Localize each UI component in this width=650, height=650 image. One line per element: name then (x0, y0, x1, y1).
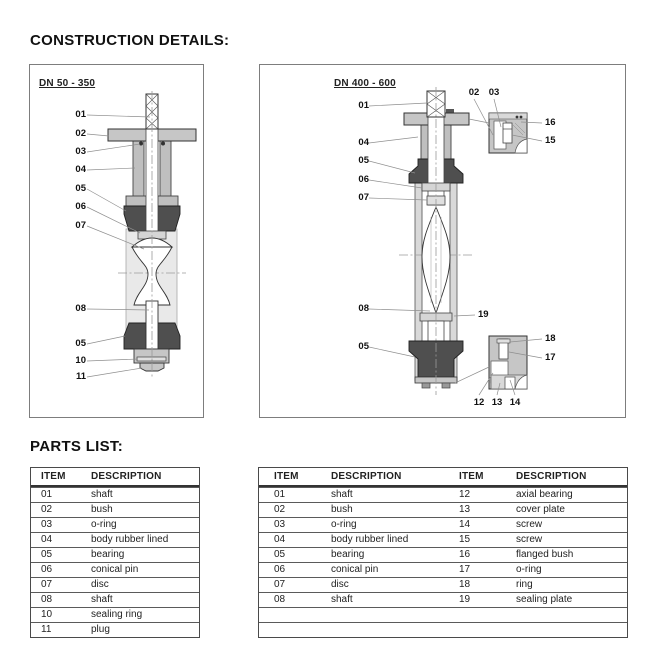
table-row (259, 547, 627, 562)
table-body (31, 487, 199, 637)
item-cell: 04 (274, 534, 286, 545)
table-row (31, 517, 199, 532)
item-cell-2 (444, 623, 516, 637)
description-cell: shaft (331, 594, 353, 605)
callout-15: 15 (545, 135, 556, 146)
table-row (31, 622, 199, 637)
o-ring-right (161, 142, 165, 146)
callout-01: 01 (75, 109, 86, 120)
item-cell: 08 (41, 594, 53, 605)
sealing-ring (137, 357, 166, 361)
item-cell: 07 (41, 579, 53, 590)
description-cell-2 (516, 623, 629, 637)
callout-08: 08 (75, 303, 86, 314)
item-cell: 01 (41, 489, 53, 500)
item-cell: 01 (274, 489, 286, 500)
item-cell: 03 (274, 519, 286, 530)
table-row (31, 592, 199, 607)
table-row (31, 607, 199, 622)
drawing-box-dn400-600 (259, 64, 626, 418)
item-header-2: ITEM (459, 471, 484, 482)
valve-drawing-dn400-600 (260, 65, 625, 417)
item-cell-2: 14 (459, 519, 471, 530)
table-row (31, 532, 199, 547)
callout-03: 03 (488, 87, 500, 98)
item-cell-2: 19 (459, 594, 471, 605)
table-header-row (31, 468, 199, 487)
description-cell: sealing ring (91, 609, 143, 620)
description-cell: bush (331, 504, 353, 515)
table-row (259, 487, 627, 502)
callout-14: 14 (509, 397, 521, 408)
callout-03: 03 (75, 146, 86, 157)
callout-18: 18 (545, 333, 556, 344)
description-cell (331, 623, 444, 637)
item-cell (259, 623, 331, 637)
description-header: DESCRIPTION (91, 471, 162, 482)
item-cell: 03 (41, 519, 53, 530)
detail-inset-lower (489, 336, 527, 389)
description-cell: plug (91, 624, 110, 635)
table-row (259, 517, 627, 532)
item-cell: 05 (41, 549, 53, 560)
description-cell: conical pin (331, 564, 379, 575)
callout-06: 06 (358, 174, 369, 185)
description-header: DESCRIPTION (331, 471, 402, 482)
table-row (31, 502, 199, 517)
item-cell-2: 12 (459, 489, 471, 500)
item-cell-2: 18 (459, 579, 471, 590)
item-cell-2: 15 (459, 534, 471, 545)
callout-04: 04 (358, 137, 369, 148)
description-cell: shaft (91, 489, 113, 500)
item-cell: 11 (41, 624, 52, 635)
item-cell: 10 (41, 609, 53, 620)
parts-list-title: PARTS LIST: (30, 438, 124, 455)
callout-05: 05 (358, 155, 369, 166)
detail-inset-upper (489, 113, 527, 153)
description-cell-2 (516, 608, 629, 622)
description-cell: body rubber lined (91, 534, 169, 545)
callout-01: 01 (358, 100, 369, 111)
callout-10: 10 (75, 355, 86, 366)
table-row (259, 622, 627, 637)
item-cell-2: 17 (459, 564, 471, 575)
item-cell (259, 608, 331, 622)
item-cell: 06 (274, 564, 286, 575)
screw-14 (505, 377, 515, 389)
valve-drawing-dn50-350 (30, 65, 203, 417)
callout-05b: 05 (358, 341, 369, 352)
bottom-cap-section (134, 349, 169, 371)
table-row (259, 562, 627, 577)
shaft-bottom (146, 301, 158, 349)
callout-05: 05 (75, 183, 86, 194)
drawing-box-dn50-350 (29, 64, 204, 418)
table-header-row (259, 468, 627, 487)
item-cell: 05 (274, 549, 286, 560)
table-row (31, 577, 199, 592)
callout-06: 06 (75, 201, 86, 212)
item-cell-2: 13 (459, 504, 471, 515)
description-cell: body rubber lined (331, 534, 409, 545)
parts-table-dn50-350 (30, 467, 200, 638)
table-body (259, 487, 627, 637)
description-cell: bush (91, 504, 113, 515)
callout-04: 04 (75, 164, 86, 175)
item-cell: 06 (41, 564, 53, 575)
item-cell: 04 (41, 534, 53, 545)
description-cell: conical pin (91, 564, 139, 575)
description-cell: bearing (91, 549, 125, 560)
parts-table-dn400-600 (258, 467, 628, 638)
description-cell: shaft (331, 489, 353, 500)
description-cell: o-ring (91, 519, 117, 530)
description-cell-2: sealing plate (516, 594, 573, 605)
table-row (259, 502, 627, 517)
description-header-2: DESCRIPTION (516, 471, 587, 482)
screw-15 (503, 123, 512, 143)
description-cell-2: flanged bush (516, 549, 574, 560)
o-ring-left (139, 142, 143, 146)
description-cell-2: ring (516, 579, 533, 590)
callout-02: 02 (75, 128, 86, 139)
item-cell: 07 (274, 579, 286, 590)
callout-07: 07 (75, 220, 86, 231)
item-header: ITEM (274, 471, 299, 482)
table-row (259, 577, 627, 592)
table-row (259, 532, 627, 547)
callout-02: 02 (468, 87, 480, 98)
table-row (31, 487, 199, 502)
description-cell-2: screw (516, 519, 543, 530)
construction-details-title: CONSTRUCTION DETAILS: (30, 32, 230, 49)
description-cell-2: screw (516, 534, 543, 545)
description-cell: disc (91, 579, 109, 590)
description-cell: shaft (91, 594, 113, 605)
callout-07: 07 (358, 192, 369, 203)
table-row (259, 592, 627, 607)
table-row (31, 547, 199, 562)
item-cell: 08 (274, 594, 286, 605)
callout-19: 19 (478, 309, 489, 320)
dn-range-label-left: DN 50 - 350 (39, 78, 96, 89)
item-cell-2: 16 (459, 549, 471, 560)
callout-13: 13 (491, 397, 503, 408)
description-cell: disc (331, 579, 349, 590)
callout-11: 11 (75, 371, 86, 382)
description-cell-2: o-ring (516, 564, 542, 575)
description-cell: bearing (331, 549, 365, 560)
table-row (259, 607, 627, 622)
description-cell-2: cover plate (516, 504, 565, 515)
description-cell: o-ring (331, 519, 357, 530)
callout-16: 16 (545, 117, 556, 128)
callout-08: 08 (358, 303, 369, 314)
callout-05b: 05 (75, 338, 86, 349)
callout-17: 17 (545, 352, 556, 363)
description-cell (331, 608, 444, 622)
table-row (31, 562, 199, 577)
callout-12: 12 (473, 397, 485, 408)
item-cell: 02 (41, 504, 53, 515)
flange-bolts (446, 109, 454, 113)
item-cell-2 (444, 608, 516, 622)
item-cell: 02 (274, 504, 286, 515)
item-header: ITEM (41, 471, 66, 482)
dn-range-label-right: DN 400 - 600 (334, 78, 396, 89)
description-cell-2: axial bearing (516, 489, 573, 500)
